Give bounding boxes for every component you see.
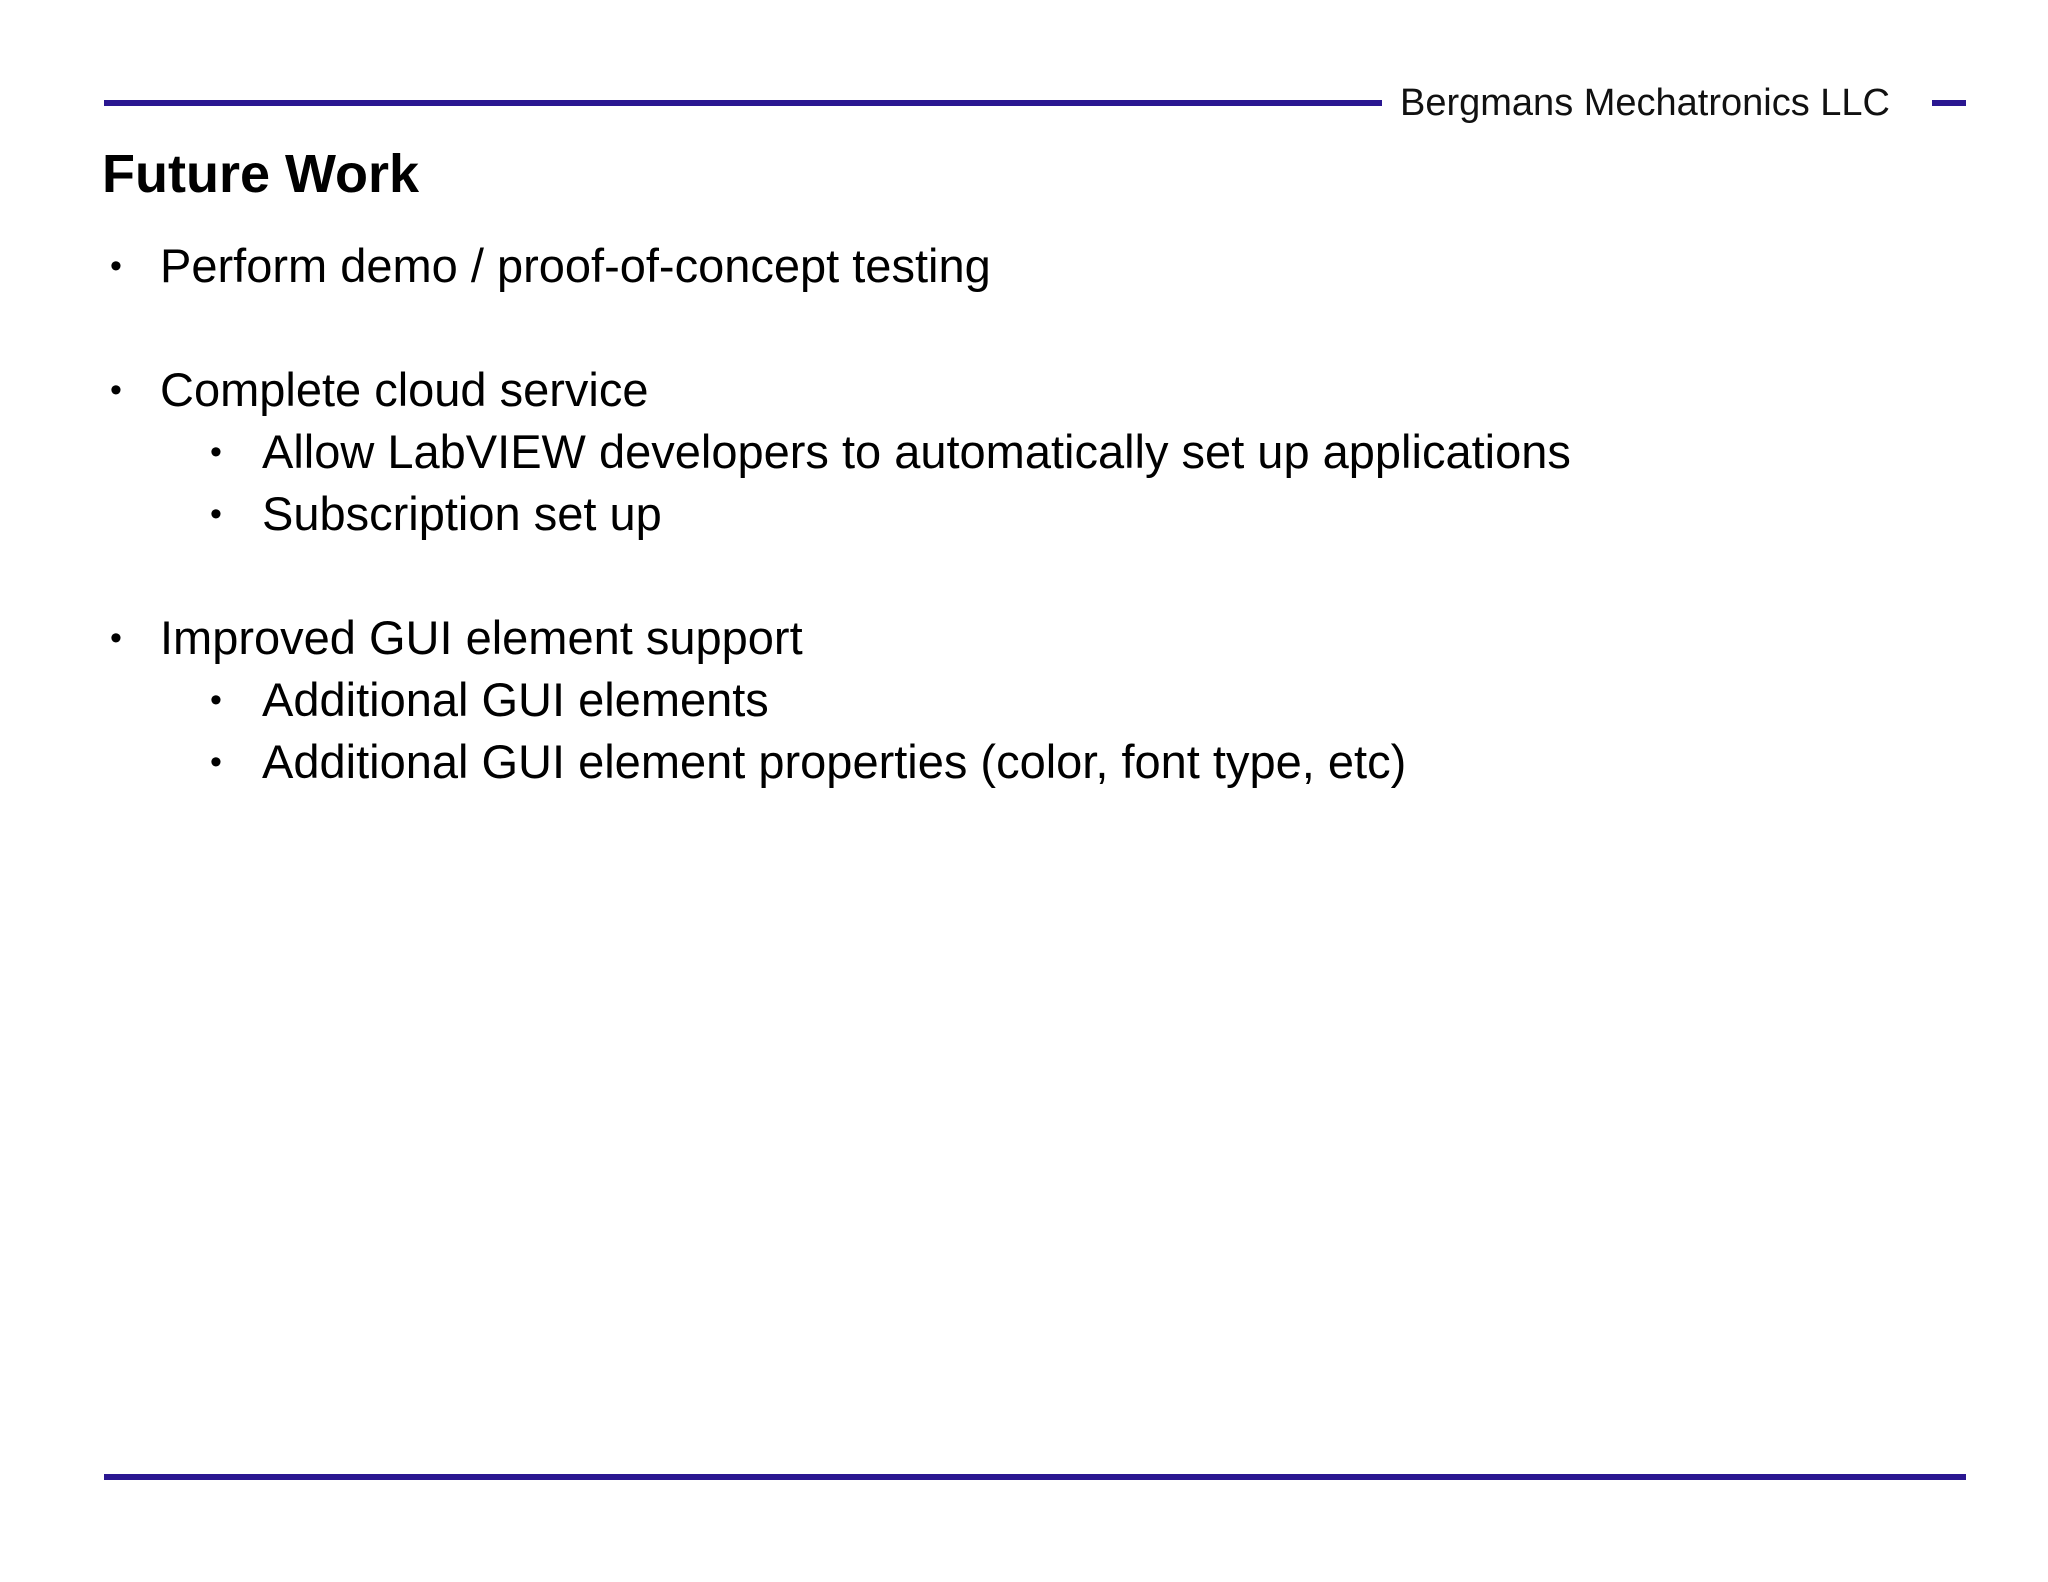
slide-title: Future Work <box>102 144 420 204</box>
footer-rule <box>104 1474 1966 1480</box>
bullet-text: Improved GUI element support <box>160 611 803 664</box>
bullet-dot: • <box>110 247 122 285</box>
company-name: Bergmans Mechatronics LLC <box>1400 82 1890 124</box>
sub-bullet-text: Subscription set up <box>262 487 662 540</box>
sub-bullet-text: Additional GUI elements <box>262 673 769 726</box>
sub-bullet-text: Additional GUI element properties (color, font type, etc) <box>262 735 1407 788</box>
bullet-dot: • <box>210 433 222 471</box>
bullet-dot: • <box>210 743 222 781</box>
bullet-dot: • <box>110 371 122 409</box>
header-rule-right <box>1932 100 1966 106</box>
bullet-text: Complete cloud service <box>160 363 649 416</box>
header-rule-left <box>104 100 1382 106</box>
sub-bullet-text: Allow LabVIEW developers to automatically set up applications <box>262 425 1571 478</box>
bullet-text: Perform demo / proof-of-concept testing <box>160 239 991 292</box>
bullet-dot: • <box>110 619 122 657</box>
bullet-dot: • <box>210 495 222 533</box>
bullet-dot: • <box>210 681 222 719</box>
